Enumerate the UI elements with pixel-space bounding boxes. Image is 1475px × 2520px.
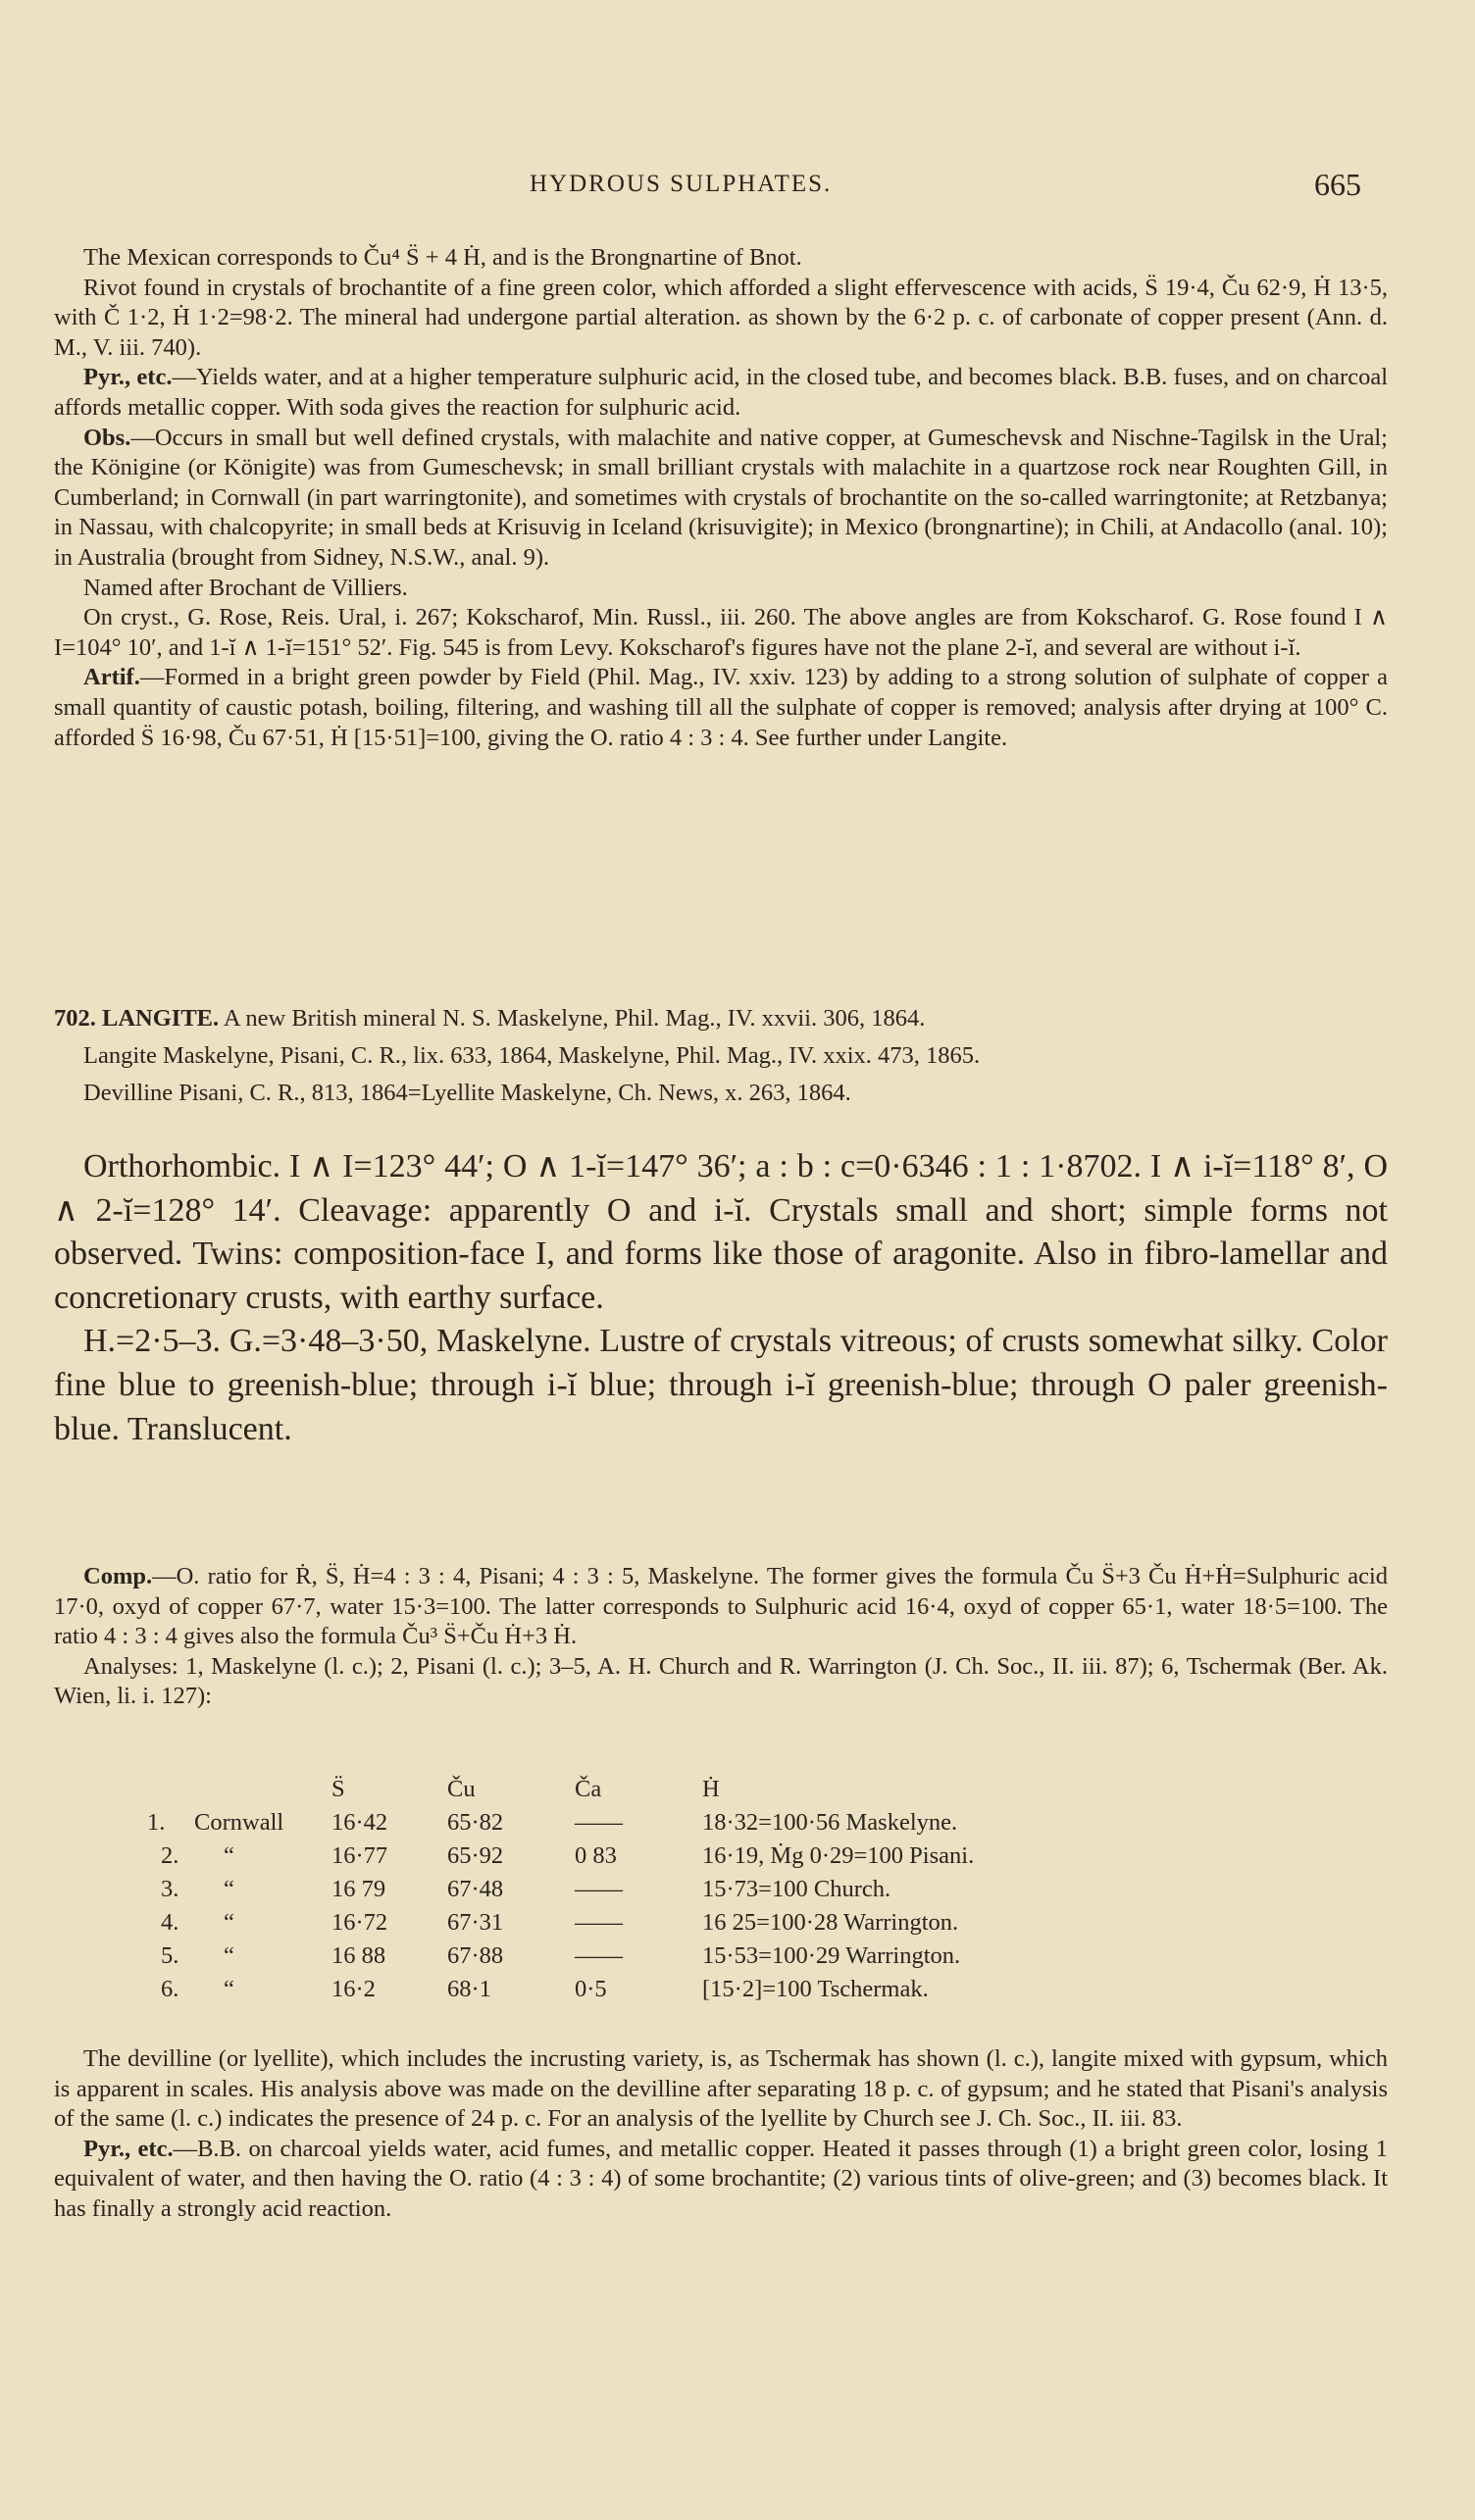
row-h: 15·53=100·29 Warrington. (702, 1942, 961, 1969)
row-locality: Cornwall (194, 1809, 284, 1836)
table-row (147, 1873, 1212, 1906)
pyr-text: —Yields water, and at a higher temperature sulphuric acid, in the closed tube, and becomes black. B.B. fuses, and on charcoal affords metallic copper. With soda gives the reaction for sulphuric acid. (54, 364, 1388, 421)
crystal-description: Orthorhombic. I ∧ I=123° 44′; O ∧ 1-ĭ=147° 36′; a : b : c=0·6346 : 1 : 1·8702. I ∧ i-ĭ=118° 8′, O ∧ 2-ĭ=128° 14′. Cleavage: apparently O and i-ĭ. Crystals small and short; simple forms not observed. Twins: composition-face I, and forms like those of aragonite. Also in fibro-lamellar and concretionary crusts, with earthy surface. (54, 1148, 1388, 1316)
row-number: 1. (147, 1809, 166, 1836)
table-row (147, 1806, 1212, 1840)
col-water: Ḣ (702, 1776, 720, 1802)
named-after-paragraph: Named after Brochant de Villiers. (83, 574, 408, 601)
obs-label: Obs. (83, 424, 131, 451)
row-cu: 67·48 (447, 1876, 504, 1902)
langite-heading: 702. LANGITE. (54, 1005, 220, 1032)
langite-pyr-label: Pyr., etc. (83, 2135, 174, 2162)
row-h: 18·32=100·56 Maskelyne. (702, 1809, 958, 1836)
langite-pyr-paragraph (54, 2135, 1388, 2225)
row-locality: “ (224, 1842, 234, 1869)
obs-text: —Occurs in small but well defined crystals, with malachite and native copper, at Gumeschevsk and Nischne-Tagilsk in the Ural; the Königine (or Königite) was from Gumeschevsk; in small brilliant crystals with malachite in a quartzose rock near Roughten Gill, in Cumberland; in Cornwall (in part warringtonite), and sometimes with crystals of brochantite on the so-called warringtonite; at Retzbanya; in Nassau, with chalcopyrite; in small beds at Krisuvig in Iceland (krisuvigite); in Mexico (brongnartine); in Chili, at Andacollo (anal. 10); in Australia (brought from Sidney, N.S.W., anal. 9). (54, 424, 1388, 571)
composition-block (54, 1562, 1388, 1712)
rivot-paragraph: Rivot found in crystals of brochantite of a fine green color, which afforded a slight effervescence with acids, S̈ 19·4, Ču 62·9, Ḣ 13·5, with Č 1·2, Ḣ 1·2=98·2. The mineral had undergone partial alteration. as shown by the 6·2 p. c. of carbonate of copper present (Ann. d. M., V. iii. 740). (54, 274, 1388, 361)
row-s: 16·42 (331, 1809, 388, 1836)
langite-pyr-text: —B.B. on charcoal yields water, acid fumes, and metallic copper. Heated it passes through (1) a bright green color, losing 1 equivalent of water, and then having the O. ratio (4 : 3 : 4) of some brochantite; (2) various tints of olive-green; and (3) becomes black. It has finally a strongly acid reaction. (54, 2135, 1389, 2222)
row-ca: —— (575, 1909, 623, 1936)
artif-label: Artif. (83, 664, 140, 691)
composition-paragraph (54, 1562, 1388, 1652)
row-ca: 0 83 (575, 1842, 617, 1869)
page-number: 665 (1314, 167, 1361, 202)
row-number: 2. (161, 1842, 179, 1869)
row-number: 3. (161, 1876, 179, 1902)
row-number: 4. (161, 1909, 179, 1936)
row-cu: 68·1 (447, 1976, 491, 2002)
analyses-intro: Analyses: 1, Maskelyne (l. c.); 2, Pisani (l. c.); 3–5, A. H. Church and R. Warrington (J. Ch. Soc., II. iii. 87); 6, Tschermak (Ber. Ak. Wien, li. i. 127): (54, 1652, 1388, 1710)
table-row (147, 1906, 1212, 1940)
devilline-block (54, 2044, 1388, 2225)
row-s: 16·2 (331, 1976, 376, 2002)
row-s: 16 79 (331, 1876, 386, 1902)
langite-heading-rest: A new British mineral N. S. Maskelyne, Phil. Mag., IV. xxvii. 306, 1864. (223, 1005, 926, 1032)
col-copper: Ču (447, 1776, 476, 1802)
occurrence-paragraph (54, 424, 1388, 574)
table-row (147, 1940, 1212, 1973)
comp-text: —O. ratio for Ṙ, S̈, Ḣ=4 : 3 : 4, Pisani; 4 : 3 : 5, Maskelyne. The former gives the formula Ču S̈+3 Ču Ḣ+Ḣ=Sulphuric acid 17·0, oxyd of copper 67·7, water 15·3=100. The latter corresponds to Sulphuric acid 16·4, oxyd of copper 65·1, water 18·5=100. The ratio 4 : 3 : 4 gives also the formula Ču³ S̈+Ču Ḣ+3 Ḣ. (54, 1563, 1388, 1650)
pyrognostics-paragraph (54, 363, 1388, 423)
row-s: 16·77 (331, 1842, 388, 1869)
devilline-paragraph: The devilline (or lyellite), which includes the incrusting variety, is, as Tschermak has shown (l. c.), langite mixed with gypsum, which is apparent in scales. His analysis above was made on the devilline after separating 18 p. c. of gypsum; and he stated that Pisani's analysis of the same (l. c.) indicates the presence of 24 p. c. For an analysis of the lyellite by Church see J. Ch. Soc., II. iii. 83. (54, 2045, 1388, 2133)
comp-label: Comp. (83, 1563, 153, 1589)
analyses-table (147, 1773, 1212, 2006)
langite-heading-block (54, 1000, 1388, 1112)
row-h: [15·2]=100 Tschermak. (702, 1976, 929, 2002)
row-ca: —— (575, 1942, 623, 1969)
row-cu: 67·88 (447, 1942, 504, 1969)
table-row (147, 1840, 1212, 1873)
row-ca: 0·5 (575, 1976, 607, 2002)
row-cu: 65·82 (447, 1809, 504, 1836)
table-header-row (147, 1773, 1212, 1806)
table-row (147, 1973, 1212, 2006)
brochantite-observations (54, 243, 1388, 753)
row-h: 16 25=100·28 Warrington. (702, 1909, 959, 1936)
langite-description (54, 1145, 1388, 1451)
langite-title-line (54, 1000, 1388, 1037)
page-header (0, 167, 1475, 206)
row-locality: “ (224, 1876, 234, 1902)
row-ca: —— (575, 1876, 623, 1902)
row-number: 6. (161, 1976, 179, 2002)
running-head: HYDROUS SULPHATES. (530, 171, 833, 197)
mexican-paragraph: The Mexican corresponds to Ču⁴ S̈ + 4 Ḣ, and is the Brongnartine of Bnot. (83, 244, 802, 271)
row-locality: “ (224, 1942, 234, 1969)
row-cu: 65·92 (447, 1842, 504, 1869)
row-ca: —— (575, 1809, 623, 1836)
row-s: 16·72 (331, 1909, 388, 1936)
artificial-paragraph (54, 663, 1388, 753)
col-lime: Ča (575, 1776, 602, 1802)
physical-description: H.=2·5–3. G.=3·48–3·50, Maskelyne. Lustre of crystals vitreous; of crusts somewhat silky. Color fine blue to greenish-blue; through i-ĭ blue; through i-ĭ greenish-blue; through O paler greenish-blue. Translucent. (54, 1323, 1388, 1447)
langite-ref-3: Devilline Pisani, C. R., 813, 1864=Lyellite Maskelyne, Ch. News, x. 263, 1864. (83, 1080, 851, 1106)
langite-ref-2: Langite Maskelyne, Pisani, C. R., lix. 633, 1864, Maskelyne, Phil. Mag., IV. xxix. 473, 1865. (83, 1042, 981, 1069)
artif-text: —Formed in a bright green powder by Field (Phil. Mag., IV. xxiv. 123) by adding to a strong solution of sulphate of copper a small quantity of caustic potash, boiling, filtering, and washing till all the sulphate of copper is removed; analysis after drying at 100° C. afforded S̈ 16·98, Ču 67·51, Ḣ [15·51]=100, giving the O. ratio 4 : 3 : 4. See further under Langite. (54, 664, 1388, 751)
row-s: 16 88 (331, 1942, 386, 1969)
row-locality: “ (224, 1909, 234, 1936)
row-h: 16·19, Ṁg 0·29=100 Pisani. (702, 1842, 975, 1869)
row-h: 15·73=100 Church. (702, 1876, 891, 1902)
row-locality: “ (224, 1976, 234, 2002)
crystallography-paragraph: On cryst., G. Rose, Reis. Ural, i. 267; Kokscharof, Min. Russl., iii. 260. The above angles are from Kokscharof. G. Rose found I ∧ I=104° 10′, and 1-ĭ ∧ 1-ĭ=151° 52′. Fig. 545 is from Levy. Kokscharof's figures have not the plane 2-ĭ, and several are without i-ĭ. (54, 604, 1388, 661)
row-number: 5. (161, 1942, 179, 1969)
col-sulphuric: S̈ (331, 1776, 345, 1802)
row-cu: 67·31 (447, 1909, 504, 1936)
pyr-label: Pyr., etc. (83, 364, 173, 391)
